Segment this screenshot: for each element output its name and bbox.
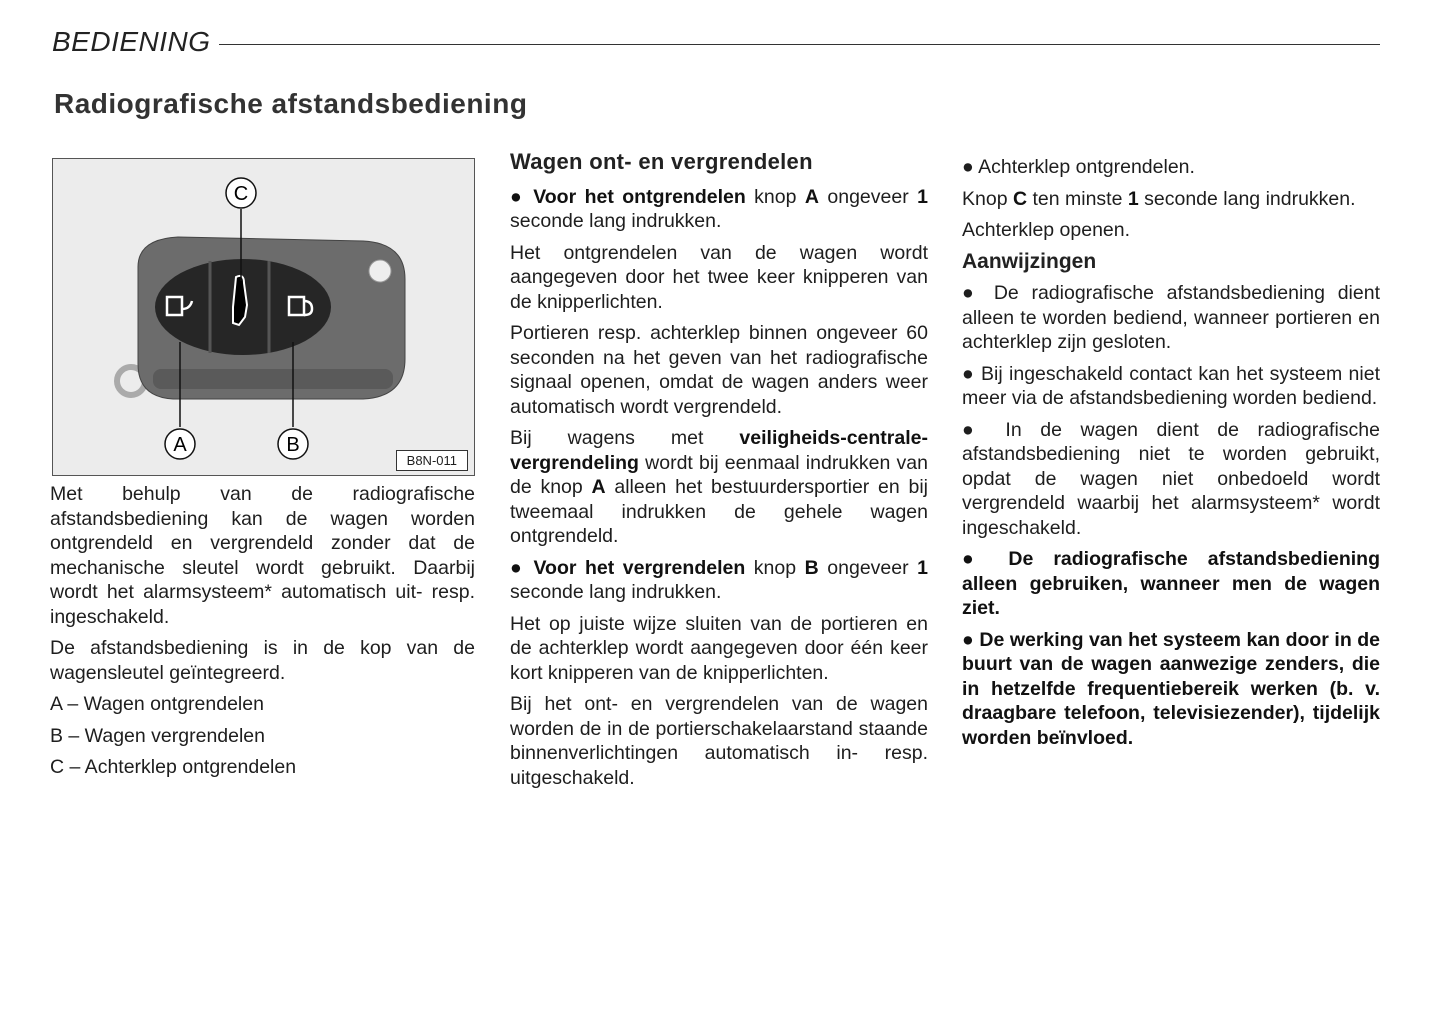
paragraph — [510, 426, 928, 549]
text: ● De radiografische afstandsbediening dient alleen te worden bediend, wanneer portieren en achterklep zijn gesloten. — [962, 282, 1380, 353]
trunk-icon — [233, 276, 247, 325]
paragraph — [510, 321, 928, 419]
label-a: A — [173, 434, 187, 456]
notes-heading: Aanwijzingen — [962, 249, 1097, 273]
text: ongeveer — [818, 556, 918, 579]
bold-text: veiligheids-centrale-vergrendeling — [510, 427, 928, 474]
paragraph — [962, 218, 1380, 243]
text: C – Achterklep ontgrendelen — [50, 756, 297, 778]
column-intro — [50, 482, 475, 787]
text: ● Achterklep ontgrendelen. — [962, 156, 1195, 178]
bold-text: A — [591, 476, 606, 498]
text: A – Wagen ontgrendelen — [50, 693, 264, 715]
text: Bij wagens met — [510, 427, 740, 449]
label-b: B — [286, 434, 300, 456]
bold-text: ● De werking van het systeem kan door in de buurt van de wagen aanwezige zenders, die in hetzelfde frequentiebereik werken (b. v. draagbare telefoon, televisiezender), tijdelijk worden beïnvloed. — [962, 628, 1380, 749]
text: seconde lang indrukken. — [1138, 187, 1356, 210]
page-header — [52, 24, 1380, 60]
key-fob-figure — [52, 158, 475, 476]
figure-code: B8N-011 — [396, 450, 468, 471]
column-lock-unlock — [510, 150, 928, 797]
bold-text: 1 — [1127, 187, 1139, 210]
paragraph — [50, 482, 475, 629]
text: Portieren resp. achterklep binnen ongeveer 60 seconden na het geven van het radiografische signaal openen, omdat de wagen anders weer automatisch wordt vergrendeld. — [510, 322, 928, 418]
header-rule — [219, 44, 1380, 45]
paragraph — [962, 281, 1380, 355]
text: knop — [745, 185, 805, 208]
paragraph — [962, 155, 1380, 180]
bold-text: B — [804, 556, 819, 579]
text: Met behulp van de radiografische afstandsbediening kan de wagen worden ontgrendeld en vergrendeld zonder dat de mechanische sleutel wordt gebruikt. Daarbij wordt het alarmsysteem* automatisch uit- resp. ingeschakeld. — [50, 483, 475, 628]
paragraph — [962, 362, 1380, 411]
text: ● Bij ingeschakeld contact kan het systeem niet meer via de afstandsbediening worden bediend. — [962, 362, 1380, 409]
text: Het op juiste wijze sluiten van de portieren en de achterklep wordt aangegeven door één keer kort knipperen van de knipperlichten. — [510, 612, 928, 684]
column-notes — [962, 155, 1380, 757]
section-heading: Wagen ont- en vergrendelen — [510, 149, 813, 174]
text: knop — [745, 556, 805, 579]
text: Het ontgrendelen van de wagen wordt aangegeven door het twee keer knipperen van de knipperlichten. — [510, 241, 928, 313]
paragraph — [962, 187, 1380, 212]
text: B – Wagen vergrendelen — [50, 724, 265, 747]
paragraph — [962, 418, 1380, 541]
bold-text: Voor het ontgrendelen — [533, 185, 746, 208]
text: De afstandsbediening is in de kop van de wagensleutel geïntegreerd. — [50, 637, 475, 684]
bold-text: 1 — [917, 185, 928, 208]
paragraph — [50, 755, 475, 780]
text: alleen het bestuurdersportier en bij tweemaal indrukken de gehele wagen ontgrendeld. — [510, 476, 928, 547]
paragraph — [510, 241, 928, 315]
text: seconde lang indrukken. — [510, 210, 722, 232]
text: Achterklep openen. — [962, 219, 1131, 241]
bold-text: Voor het vergrendelen — [533, 556, 746, 579]
paragraph — [510, 612, 928, 686]
label-c: C — [233, 183, 249, 205]
paragraph — [962, 628, 1380, 751]
paragraph — [962, 547, 1380, 621]
text: ten minste — [1027, 187, 1128, 210]
text: Knop — [962, 187, 1013, 210]
paragraph — [50, 724, 475, 749]
key-fob-illustration — [53, 159, 476, 477]
bold-text: A — [804, 185, 819, 208]
bold-text: ● — [510, 185, 534, 208]
paragraph — [510, 185, 928, 234]
text: seconde lang indrukken. — [510, 581, 722, 603]
page-title: Radiografische afstandsbediening — [54, 88, 528, 119]
paragraph — [510, 556, 928, 605]
bold-text: C — [1012, 187, 1028, 210]
bold-text: ● De radiografische afstandsbediening alleen gebruiken, wanneer men de wagen ziet. — [962, 548, 1380, 619]
text: ● In de wagen dient de radiografische afstandsbediening niet te worden gebruikt, opdat de wagen niet onbedoeld wordt vergrendeld waarbij het alarmsysteem* wordt ingeschakeld. — [962, 418, 1380, 539]
section-title: BEDIENING — [52, 26, 211, 57]
bold-text: 1 — [917, 556, 929, 579]
paragraph — [50, 636, 475, 685]
text: Bij het ont- en vergrendelen van de wagen worden de in de portierschakelaarstand staande binnenverlichtingen automatisch in- resp. uitgeschakeld. — [510, 693, 928, 789]
text: wordt bij eenmaal indrukken van de knop — [510, 451, 928, 498]
paragraph — [510, 692, 928, 790]
text: ongeveer — [818, 185, 918, 208]
paragraph — [50, 692, 475, 717]
bold-text: ● — [510, 556, 534, 579]
